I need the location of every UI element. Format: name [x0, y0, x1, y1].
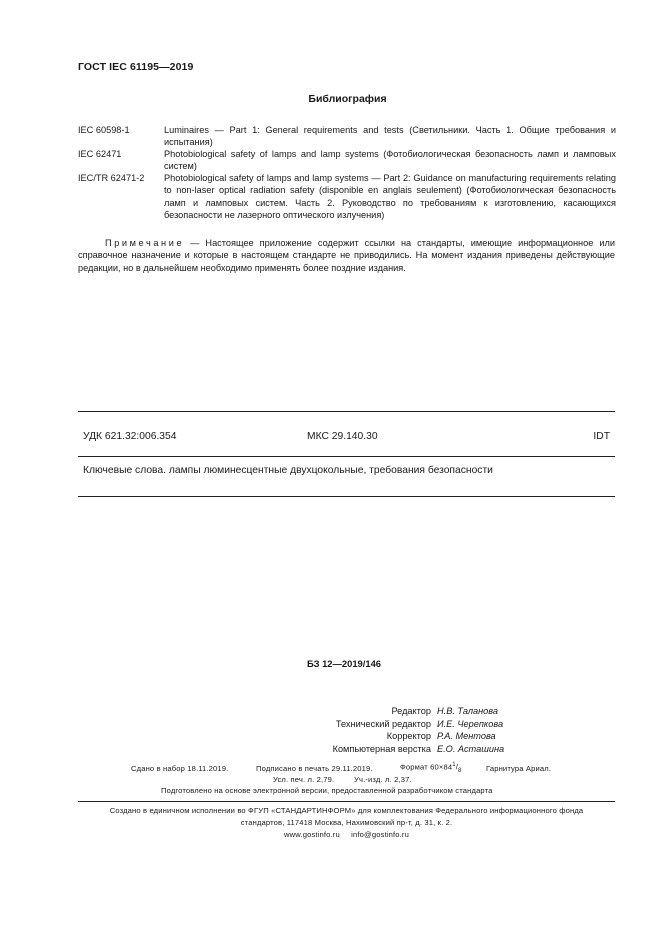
credit-name: Е.О. Асташина	[437, 743, 505, 754]
credit-row	[100, 718, 661, 731]
bibliography-text: Luminaires — Part 1: General requirements and tests (Светильники. Часть 1. Общие требования и испытания)	[164, 125, 616, 148]
note-text: — Настоящее приложение содержит ссылки на стандарты, имеющие информационное или справочное назначение и которые в настоящем стандарте не приводились. На момент издания приведены действующие редакции, но в дальнейшем необходимо применять более поздние издания.	[78, 238, 615, 273]
divider-bottom	[78, 496, 615, 497]
print-info-format: Формат $60\times 84^1/_8$	[400, 762, 462, 775]
footer-contacts	[78, 829, 615, 841]
print-info-font: Гарнитура Ариал.	[486, 764, 552, 773]
note-paragraph	[78, 237, 615, 274]
credit-name: Н.В. Таланова	[437, 706, 498, 716]
bibliography-code: IEC 60598-1	[78, 125, 130, 135]
bibliography-code: IEC 62471	[78, 149, 122, 160]
footer	[78, 805, 615, 841]
divider-middle	[78, 456, 615, 457]
footer-email[interactable]: info@gostinfo.ru	[351, 830, 409, 839]
footer-line: Создано в единичном исполнении во ФГУП «СТАНДАРТИНФОРМ» для комплектования Федерального информационного фонда	[109, 806, 584, 815]
footer-line: стандартов, 117418 Москва, Нахимовский пр-т, д. 31, к. 2.	[240, 818, 453, 827]
credit-role: Редактор	[391, 706, 431, 716]
udk-code: УДК 621.32:006.354	[83, 431, 177, 442]
print-info-uch: Уч.-изд. л. 2,37.	[354, 775, 412, 784]
bibliography-entry	[78, 172, 616, 220]
bz-number: БЗ 12—2019/146	[307, 658, 381, 669]
bibliography-entry	[78, 124, 616, 148]
document-header: ГОСТ IEC 61195—2019	[78, 61, 194, 73]
print-info-prepared: Подготовлено на основе электронной версии, предоставленной разработчиком стандарта	[161, 786, 493, 795]
format-fraction-den: 8	[457, 768, 462, 775]
format-label: Формат 60×84	[400, 762, 453, 772]
print-info-signed: Подписано в печать 29.11.2019.	[256, 764, 373, 773]
keywords: Ключевые слова. лампы люминесцентные двухцокольные, требования безопасности	[83, 465, 493, 476]
bibliography-entry	[78, 148, 616, 172]
credit-name: И.Е. Черепкова	[437, 718, 504, 729]
bibliography-text: Photobiological safety of lamps and lamp systems — Part 2: Guidance on manufacturing requirements relating to non-laser optical radiation safety (disponible en anglais seulement) (Фотобиологическая безопасность ламп и ламповых систем. Часть 2. Руководство по требованиям к изготовлению, касающихся безопасности не лазерного оптического излучения)	[164, 173, 616, 220]
format-fraction-num: 1	[452, 762, 456, 768]
print-info-sent: Сдано в набор 18.11.2019.	[131, 764, 229, 773]
credit-role: Компьютерная верстка	[332, 743, 431, 754]
credit-row	[100, 743, 661, 756]
footer-site[interactable]: www.gostinfo.ru	[284, 830, 340, 839]
credit-name: Р.А. Ментова	[437, 731, 496, 742]
credit-role: Технический редактор	[335, 718, 431, 729]
divider-top	[78, 411, 615, 412]
credits-block	[100, 705, 661, 755]
note-label: Примечание	[105, 238, 185, 248]
bibliography-list	[78, 124, 616, 221]
mks-code: МКС 29.140.30	[307, 431, 378, 442]
bibliography-text: Photobiological safety of lamps and lamp systems (Фотобиологическая безопасность ламп и ламповых систем)	[164, 149, 616, 172]
bibliography-title: Библиография	[308, 93, 387, 105]
credit-role: Корректор	[386, 731, 431, 742]
print-info-usl: Усл. печ. л. 2,79.	[273, 775, 335, 784]
bibliography-code: IEC/TR 62471-2	[78, 173, 145, 184]
divider-footer	[78, 801, 615, 802]
credit-row	[100, 705, 661, 718]
credit-row	[100, 730, 661, 743]
idt-label: IDT	[593, 431, 610, 442]
